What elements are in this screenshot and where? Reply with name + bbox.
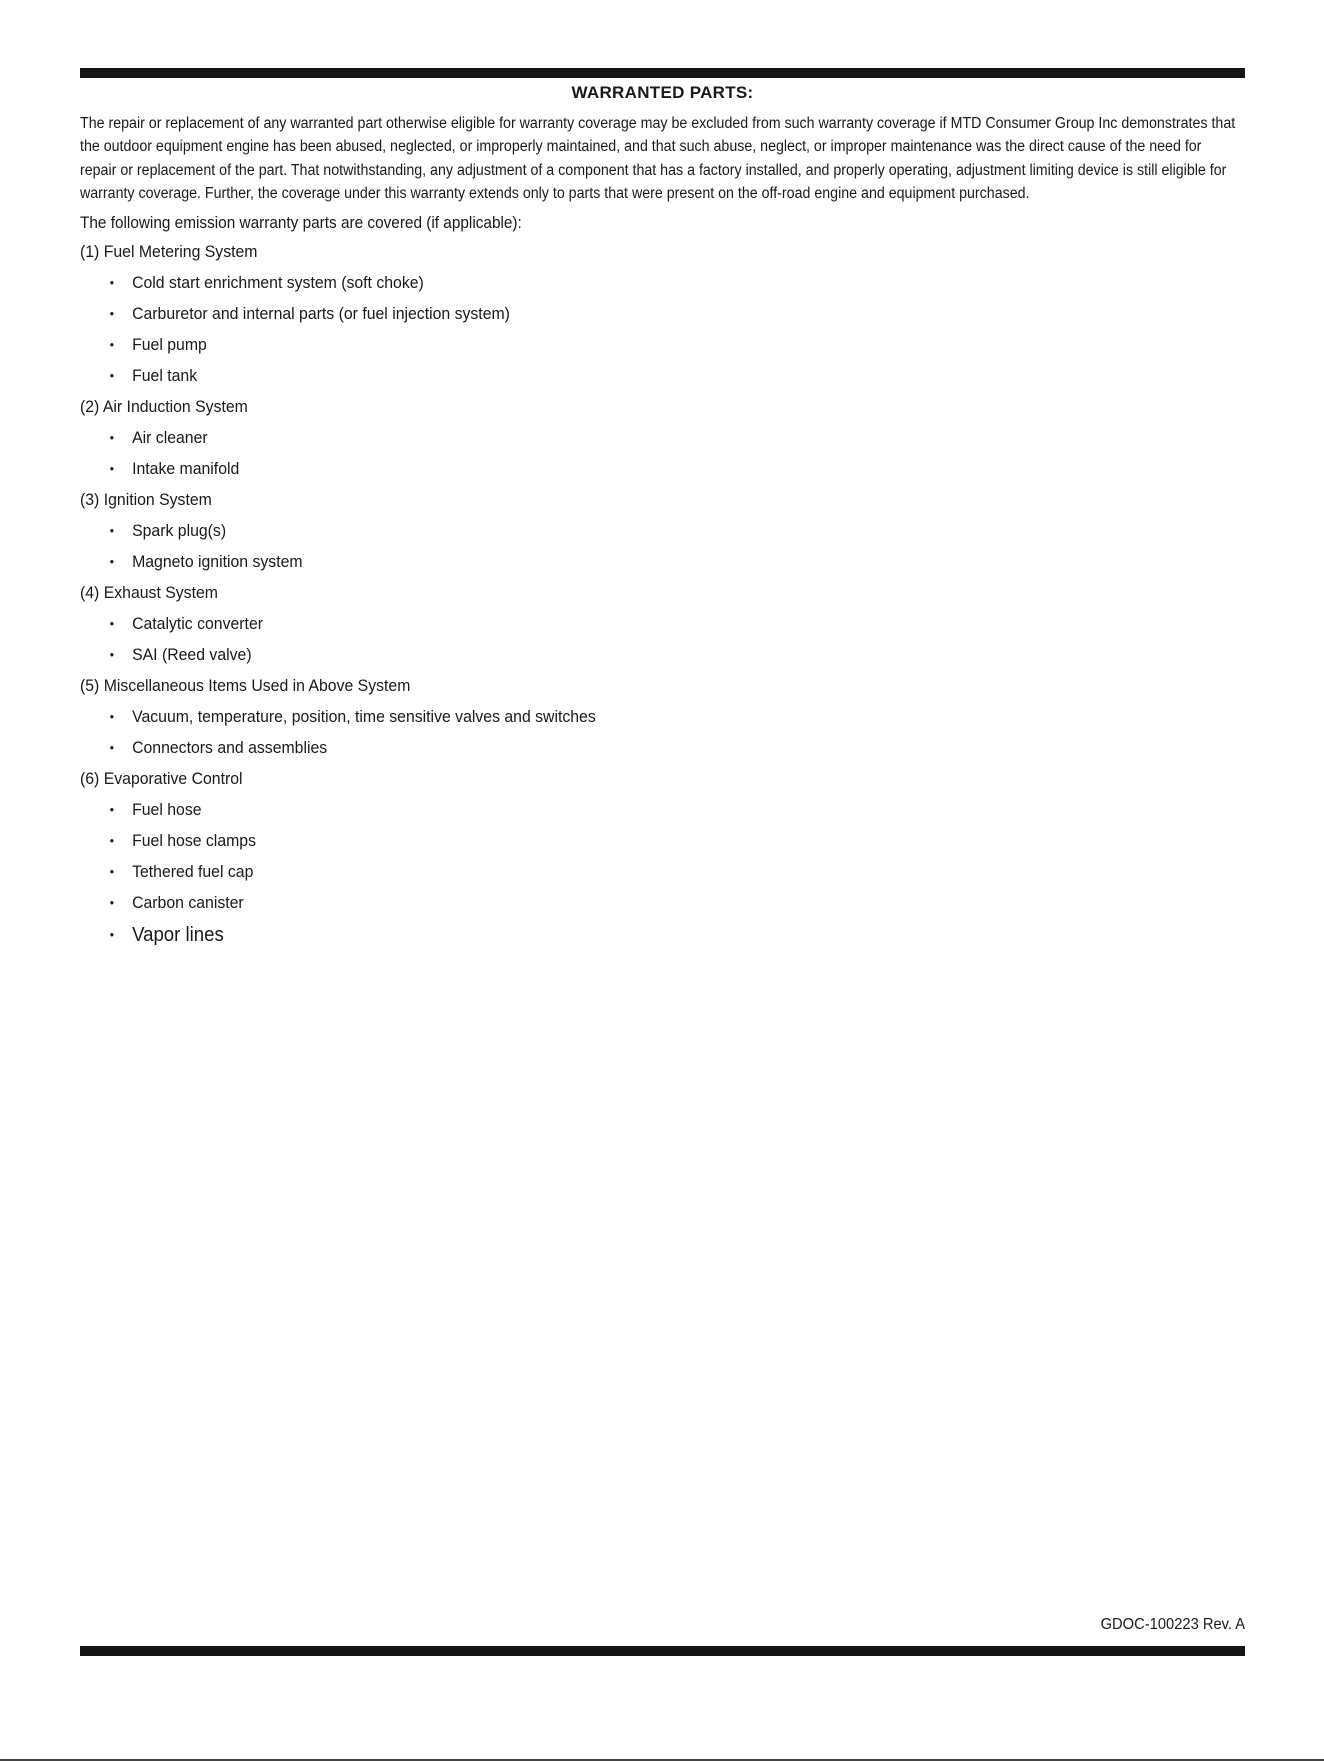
bullet-icon: • [109, 337, 115, 353]
list-item [80, 298, 1159, 329]
section-title: (3) Ignition System [80, 490, 212, 510]
parts-list [80, 236, 1159, 952]
list-item [80, 546, 1159, 577]
list-item [80, 422, 1159, 453]
list-item-text: Magneto ignition system [132, 552, 303, 572]
bullet-icon: • [109, 833, 115, 849]
bottom-divider-bar [80, 1646, 1245, 1656]
list-item [80, 825, 1159, 856]
bullet-icon: • [109, 740, 115, 756]
list-item-text: Catalytic converter [132, 614, 264, 634]
section-title: (6) Evaporative Control [80, 769, 243, 789]
document-code: GDOC-100223 Rev. A [1100, 1616, 1245, 1633]
bullet-icon: • [109, 461, 115, 477]
section-title: (4) Exhaust System [80, 583, 218, 603]
list-item [80, 918, 1159, 952]
section-item-list [80, 267, 1159, 391]
list-item [80, 515, 1159, 546]
covered-parts-intro: The following emission warranty parts are covered (if applicable): [80, 214, 522, 233]
list-item [80, 360, 1159, 391]
list-item [80, 794, 1159, 825]
section-item-list [80, 701, 1159, 763]
bullet-icon: • [109, 554, 115, 570]
bullet-icon: • [109, 927, 115, 943]
list-item [80, 453, 1159, 484]
list-item [80, 608, 1159, 639]
list-item-text: SAI (Reed valve) [132, 645, 252, 665]
list-item-text: Fuel pump [132, 335, 207, 355]
section-title: (2) Air Induction System [80, 397, 248, 417]
bullet-icon: • [109, 368, 115, 384]
section-item-list [80, 794, 1159, 952]
bullet-icon: • [109, 275, 115, 291]
list-item [80, 887, 1159, 918]
list-item [80, 701, 1159, 732]
section-title: (1) Fuel Metering System [80, 242, 258, 262]
list-item-text: Air cleaner [132, 428, 208, 448]
bullet-icon: • [109, 523, 115, 539]
list-item [80, 329, 1159, 360]
list-item-text: Vapor lines [132, 924, 224, 947]
bullet-icon: • [109, 430, 115, 446]
section-title: (5) Miscellaneous Items Used in Above System [80, 676, 411, 696]
list-item-text: Carburetor and internal parts (or fuel injection system) [132, 304, 510, 324]
warranty-content [80, 112, 1236, 952]
list-item-text: Spark plug(s) [132, 521, 227, 541]
list-item-text: Fuel hose clamps [132, 831, 256, 851]
top-divider-bar [80, 68, 1245, 78]
section-heading: WARRANTED PARTS: [571, 83, 754, 102]
list-item [80, 639, 1159, 670]
intro-paragraph: The repair or replacement of any warranted part otherwise eligible for warranty coverage may be excluded from such warranty coverage if MTD Consumer Group Inc demonstrates that the outdoor equipment engine has been abused, neglected, or improperly maintained, and that such abuse, neglect, or improper maintenance was the direct cause of the need for repair or replacement of the part. That notwithstanding, any adjustment of a component that has a factory installed, and properly operating, adjustment limiting device is still eligible for warranty coverage. Further, the coverage under this warranty extends only to parts that were present on the off-road engine and equipment purchased. [80, 115, 1236, 202]
list-item [80, 856, 1159, 887]
bullet-icon: • [109, 709, 115, 725]
bullet-icon: • [109, 647, 115, 663]
list-item-text: Intake manifold [132, 459, 240, 479]
list-item-text: Vacuum, temperature, position, time sensitive valves and switches [132, 707, 596, 727]
bullet-icon: • [109, 895, 115, 911]
list-item-text: Connectors and assemblies [132, 738, 328, 758]
list-item-text: Fuel tank [132, 366, 198, 386]
bullet-icon: • [109, 802, 115, 818]
list-item-text: Fuel hose [132, 800, 202, 820]
bullet-icon: • [109, 616, 115, 632]
bullet-icon: • [109, 306, 115, 322]
list-item-text: Carbon canister [132, 893, 244, 913]
list-item-text: Tethered fuel cap [132, 862, 254, 882]
list-item [80, 732, 1159, 763]
section-item-list [80, 515, 1159, 577]
bullet-icon: • [109, 864, 115, 880]
list-item-text: Cold start enrichment system (soft choke) [132, 273, 424, 293]
section-item-list [80, 422, 1159, 484]
list-item [80, 267, 1159, 298]
section-item-list [80, 608, 1159, 670]
